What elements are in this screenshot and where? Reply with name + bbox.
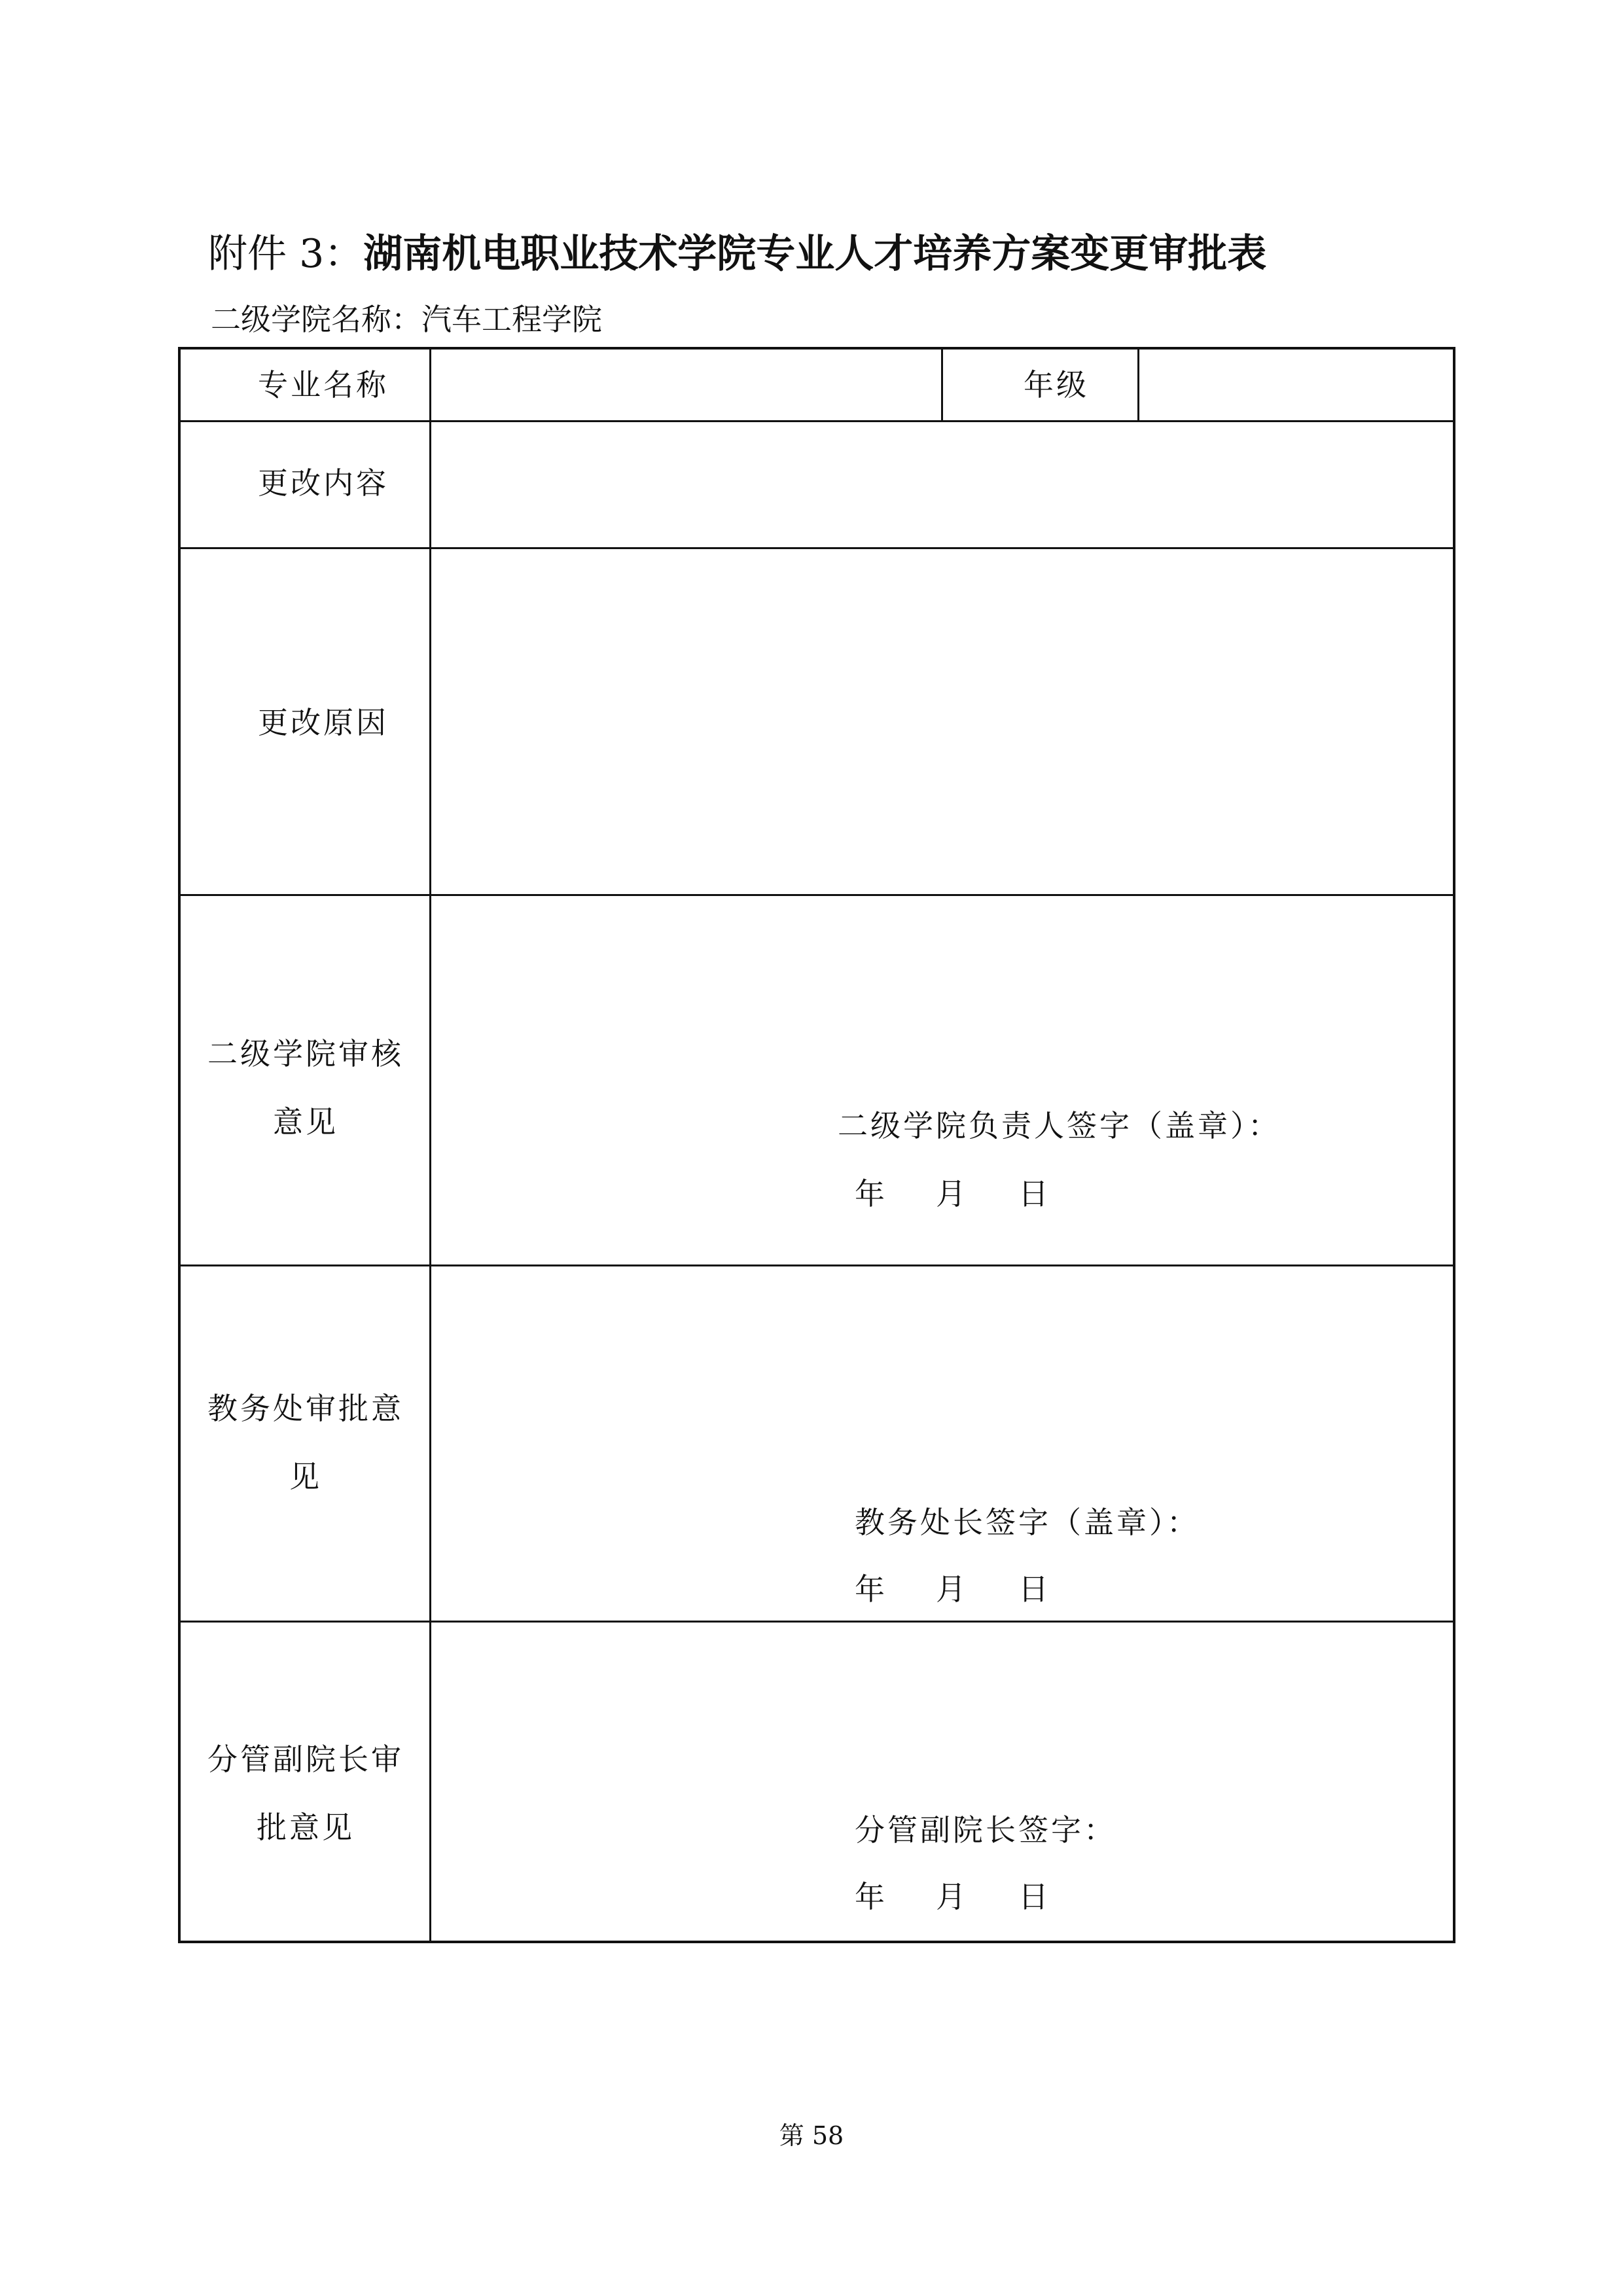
vice-president-label bbox=[181, 1725, 431, 1861]
vice-president-label-line2: 批意见 bbox=[257, 1810, 355, 1845]
grade-column-divider bbox=[941, 350, 943, 420]
college-review-year: 年 bbox=[855, 1176, 885, 1211]
academic-affairs-label bbox=[181, 1374, 431, 1511]
college-review-opinion-field[interactable] bbox=[432, 896, 1453, 1092]
college-review-date bbox=[855, 1174, 1116, 1213]
grade-value-divider bbox=[1137, 350, 1139, 420]
vice-president-date bbox=[855, 1877, 1116, 1916]
vice-president-signature: 分管副院长签字： bbox=[855, 1812, 1116, 1848]
college-review-month: 月 bbox=[936, 1176, 966, 1211]
change-reason-field[interactable] bbox=[432, 549, 1453, 894]
change-reason-label: 更改原因 bbox=[258, 705, 389, 740]
grade-field[interactable] bbox=[1140, 350, 1453, 420]
academic-affairs-opinion-field[interactable] bbox=[432, 1266, 1453, 1476]
vice-president-label-line1: 分管副院长审 bbox=[207, 1742, 404, 1777]
title-prefix: 附件 3： bbox=[208, 231, 364, 277]
grade-label: 年级 bbox=[1024, 367, 1089, 403]
major-name-label: 专业名称 bbox=[258, 367, 389, 403]
academic-affairs-label-line1: 教务处审批意 bbox=[207, 1391, 404, 1426]
vice-president-year: 年 bbox=[855, 1879, 885, 1914]
college-review-label-line1: 二级学院审核 bbox=[207, 1036, 404, 1071]
change-content-field[interactable] bbox=[432, 422, 1453, 547]
vice-president-opinion-field[interactable] bbox=[432, 1623, 1453, 1799]
page-number: 第 58 bbox=[779, 2121, 844, 2150]
change-content-label: 更改内容 bbox=[258, 465, 389, 501]
academic-affairs-month: 月 bbox=[936, 1571, 966, 1607]
page-title bbox=[208, 228, 1266, 280]
academic-affairs-signature: 教务处长签字（盖章）： bbox=[855, 1505, 1200, 1540]
college-review-label-line2: 意见 bbox=[273, 1104, 338, 1139]
approval-form-table bbox=[178, 347, 1455, 1943]
college-review-label bbox=[181, 1020, 431, 1156]
academic-affairs-label-line2: 见 bbox=[289, 1459, 322, 1494]
academic-affairs-date bbox=[855, 1570, 1116, 1609]
vice-president-day: 日 bbox=[1018, 1879, 1048, 1914]
college-review-day: 日 bbox=[1018, 1176, 1048, 1211]
title-main: 湖南机电职业技术学院专业人才培养方案变更审批表 bbox=[363, 231, 1267, 277]
college-name-label: 二级学院名称：汽车工程学院 bbox=[211, 302, 602, 337]
academic-affairs-day: 日 bbox=[1018, 1571, 1048, 1607]
major-name-field[interactable] bbox=[432, 350, 941, 420]
academic-affairs-year: 年 bbox=[855, 1571, 885, 1607]
college-review-signature: 二级学院负责人签字（盖章）： bbox=[838, 1108, 1281, 1143]
vice-president-month: 月 bbox=[936, 1879, 966, 1914]
